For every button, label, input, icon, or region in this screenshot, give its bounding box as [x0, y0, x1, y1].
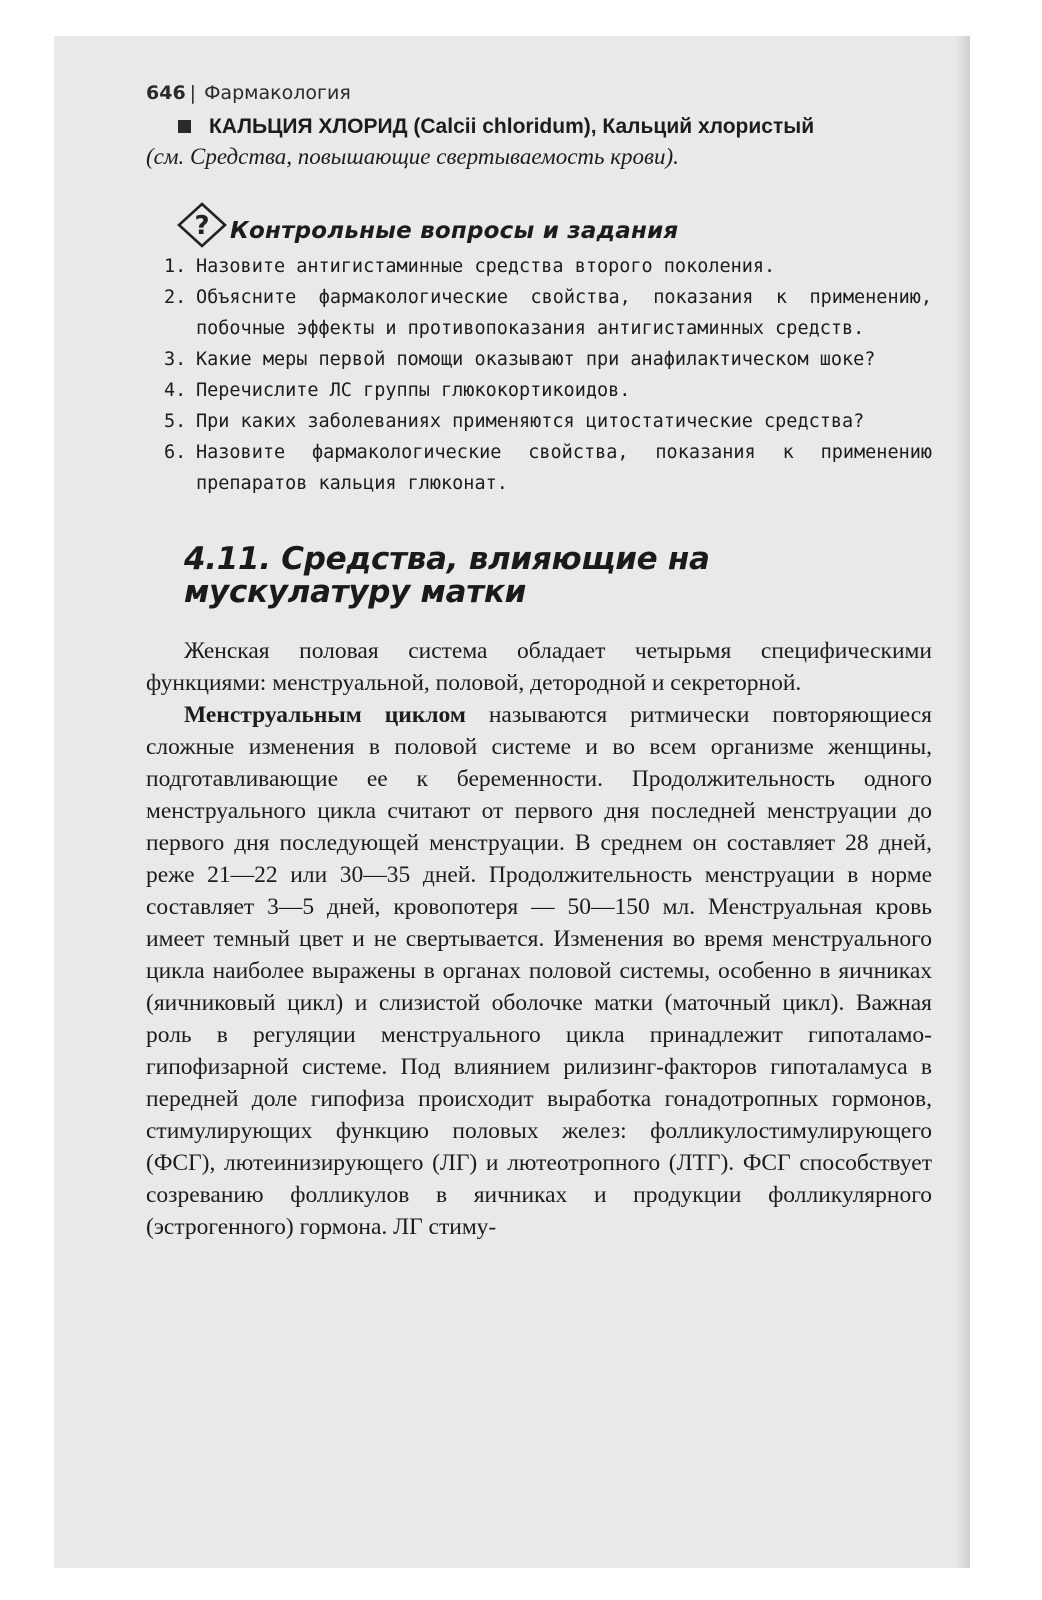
paragraph-2-text: называются ритмически повторяющиеся сложные изменения в половой системе и во всем организме женщины, подготавливающие ее к беременности. Продолжительность одного менструального цикла считают от первого дня последней менструации до первого дня последующей менструации. В среднем он составляет 28 дней, реже 21—22 или 30—35 дней. Продолжительность менструации в норме составляет 3—5 дней, кровопотеря — 50—150 мл. Менструальная кровь имеет темный цвет и не свертывается. Изменения во время менструального цикла наиболее выражены в органах половой системы, особенно в яичниках (яичниковый цикл) и слизистой оболочке матки (маточный цикл). Важная роль в регуляции менструального цикла принадлежит гипоталамо-гипофизарной системе. Под влиянием рилизинг-факторов гипоталамуса в передней доле гипофиза происходит выработка гонадотропных гормонов, стимулирующих функцию половых желез: фолликулостимулирующего (ФСГ), лютеинизирующего (ЛГ) и лютеотропного (ЛТГ). ФСГ способствует созреванию фолликулов в яичниках и продукции фолликулярного (эстрогенного) гормона. ЛГ стиму-: [146, 701, 932, 1240]
section-title: 4.11. Средства, влияющие на мускулатуру матки: [184, 541, 710, 610]
question-item: [146, 375, 932, 406]
page-edge-shadow: [956, 36, 970, 1568]
running-head: [146, 78, 932, 108]
square-bullet-icon: [178, 120, 191, 133]
question-number: 4.: [164, 380, 187, 401]
questions-header: [174, 201, 932, 249]
question-text: Какие меры первой помощи оказывают при анафилактическом шоке?: [196, 349, 876, 370]
question-text: Перечислите ЛС группы глюкокортикоидов.: [196, 380, 631, 401]
question-text: Назовите антигистаминные средства второго поколения.: [196, 256, 776, 277]
svg-text:?: ?: [194, 211, 210, 241]
question-text: Назовите фармакологические свойства, показания к применению препаратов кальция глюконат.: [196, 442, 932, 494]
question-item: [146, 344, 932, 375]
page-number: 646: [146, 82, 186, 104]
question-text: При каких заболеваниях применяются цитостатические средства?: [196, 411, 865, 432]
paragraph-1: Женская половая система обладает четырьмя специфическими функциями: менструальной, половой, детородной и секреторной.: [146, 637, 932, 696]
question-text: Объясните фармакологические свойства, показания к применению, побочные эффекты и противопоказания антигистаминных средств.: [196, 287, 932, 339]
term-menstrual-cycle: Менструальным циклом: [184, 701, 466, 728]
running-head-separator: |: [189, 82, 197, 104]
running-head-title: Фармакология: [204, 82, 351, 104]
question-number: 5.: [164, 411, 187, 432]
question-diamond-icon: [174, 201, 232, 249]
section-body: [146, 635, 932, 1243]
paragraph-2: [146, 699, 932, 1243]
question-item: [146, 437, 932, 499]
question-number: 6.: [164, 442, 187, 463]
question-number: 3.: [164, 349, 187, 370]
question-item: [146, 406, 932, 437]
question-item: [146, 282, 932, 344]
question-number: 2.: [164, 287, 187, 308]
question-number: 1.: [164, 256, 187, 277]
scanned-page: [54, 36, 970, 1568]
questions-title: Контрольные вопросы и задания: [230, 218, 679, 244]
questions-list: [146, 251, 932, 499]
drug-entry: [146, 112, 932, 173]
question-item: [146, 251, 932, 282]
page-content: [146, 78, 932, 1243]
drug-entry-heading: КАЛЬЦИЯ ХЛОРИД (Calcii chloridum), Кальций хлористый: [209, 115, 815, 138]
drug-entry-reference: (см. Средства, повышающие свертываемость крови).: [146, 144, 679, 169]
